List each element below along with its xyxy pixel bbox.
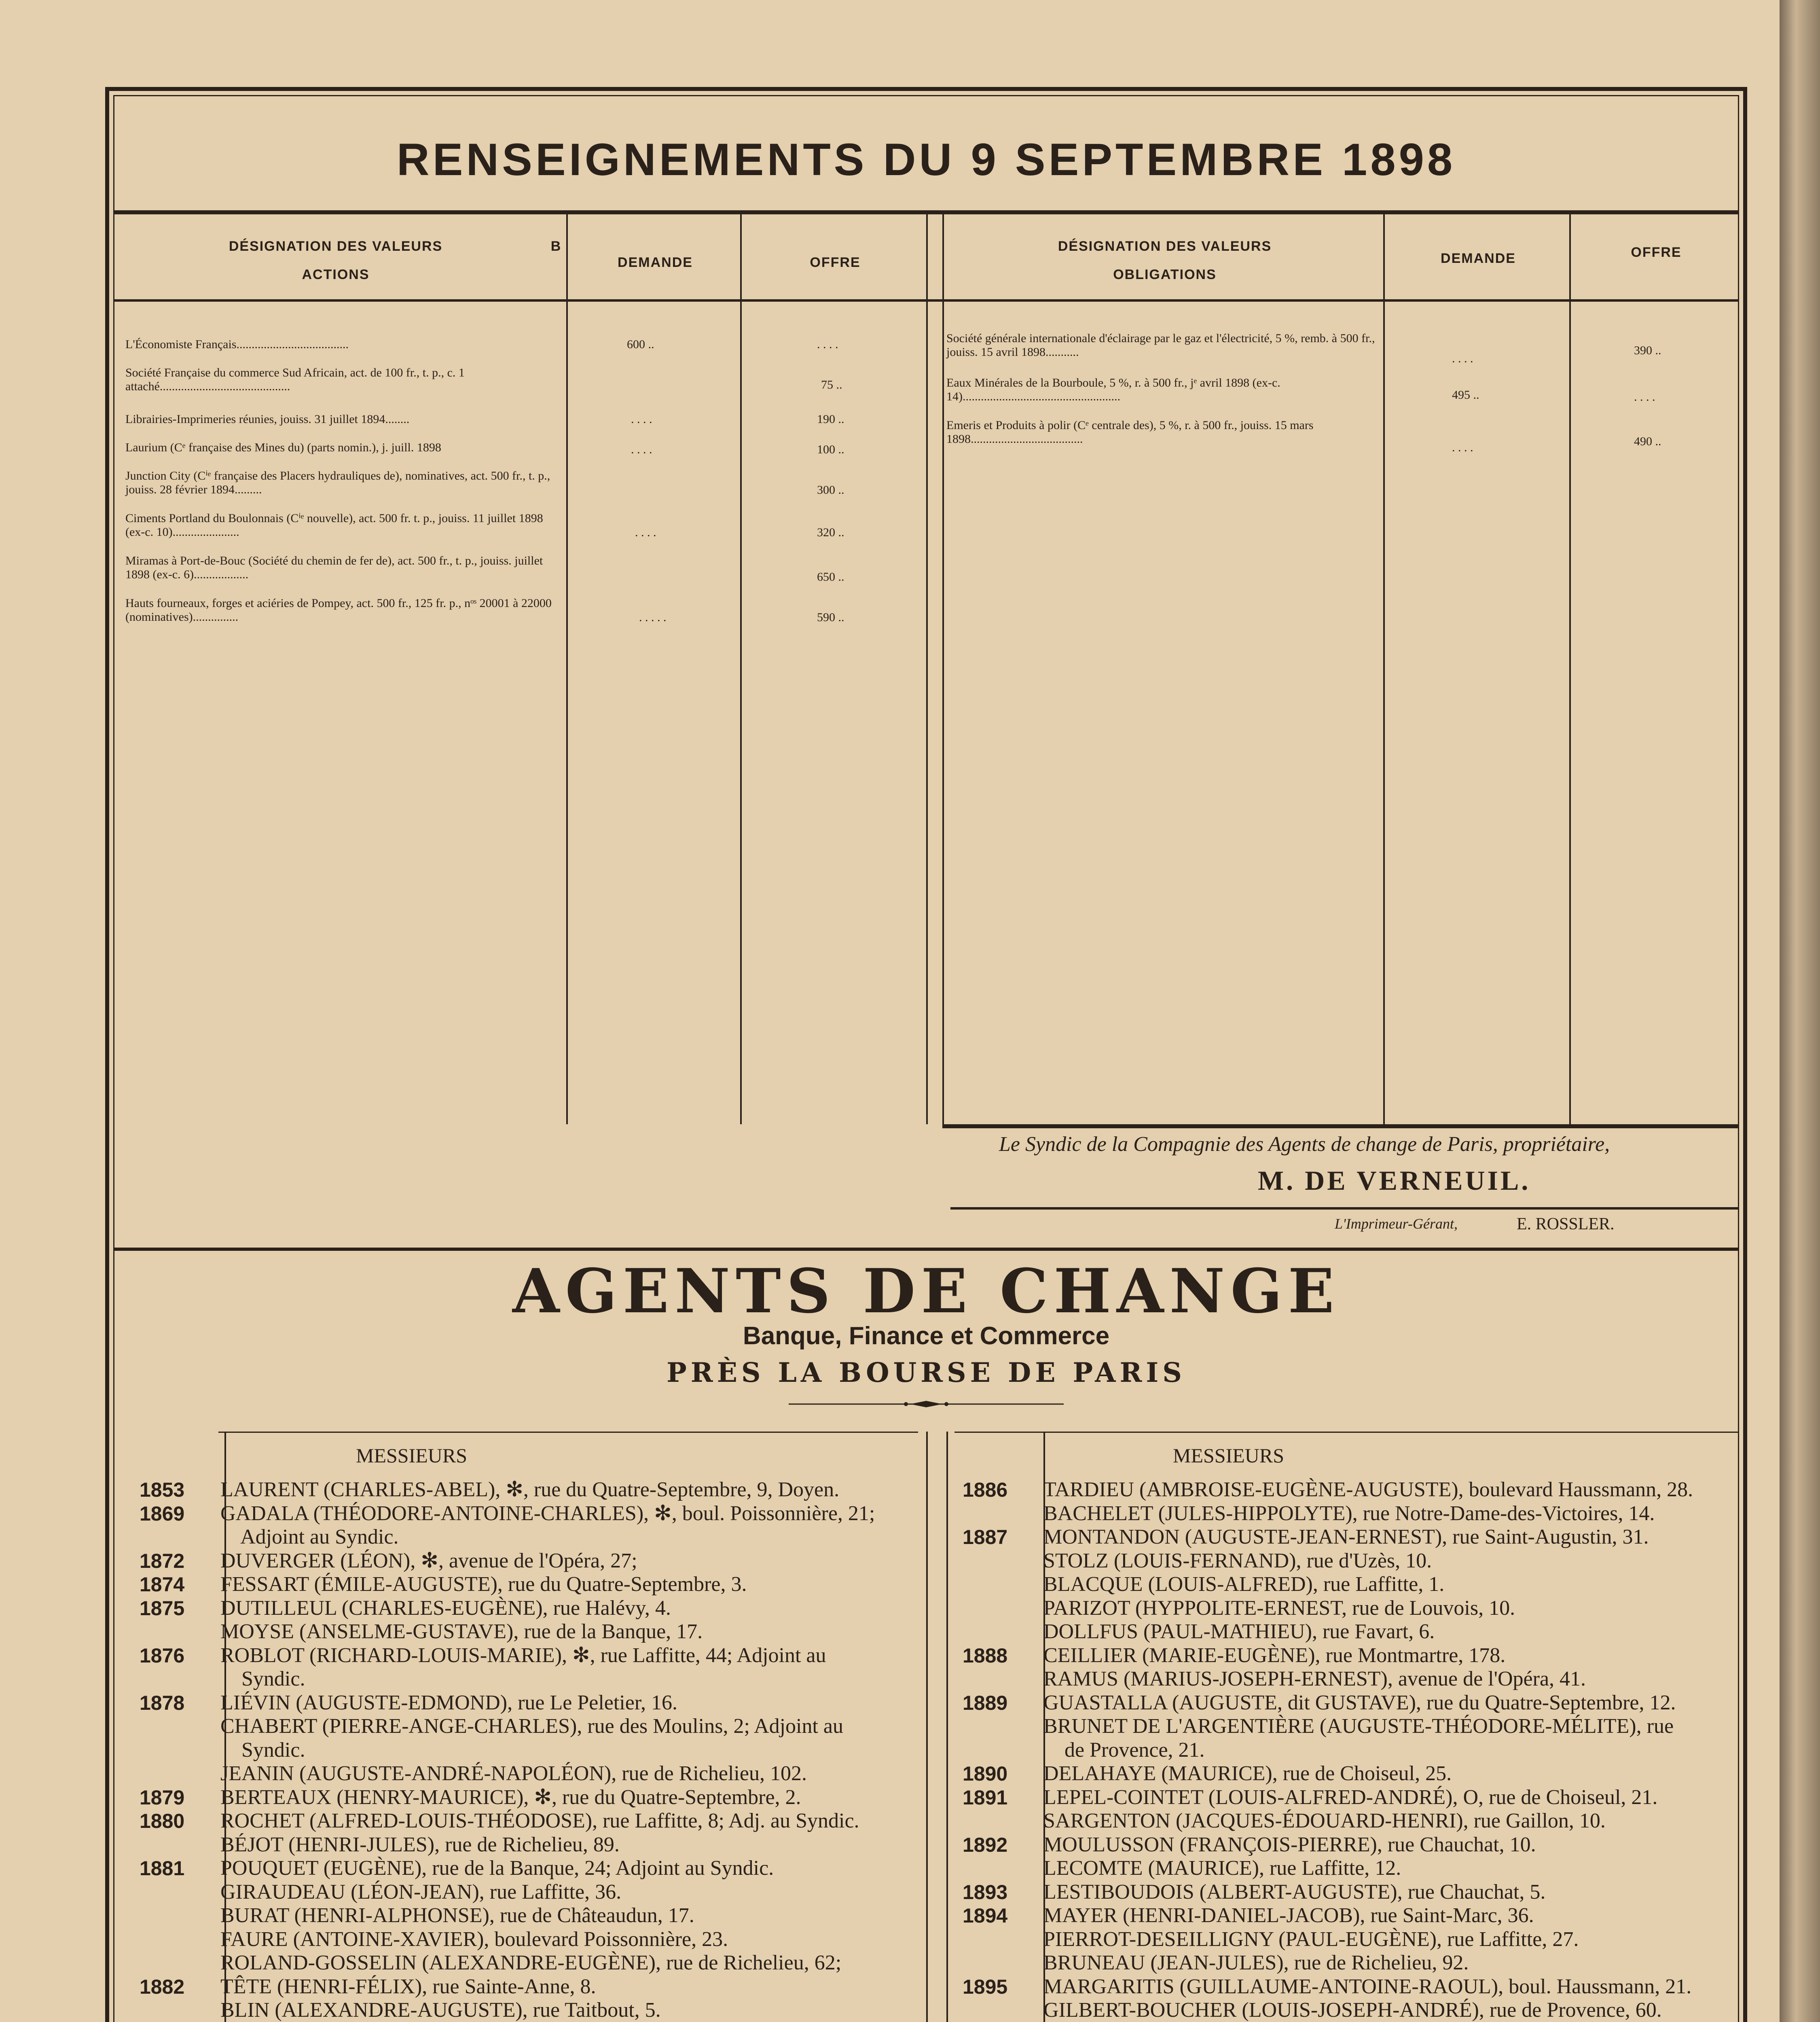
left-row-name: Hauts fourneaux, forges et aciéries de Pompey, act. 500 fr., 125 fr. p., nᵒˢ 20001 à 22000 (nominatives)............... [125,596,552,624]
agent-year: 1876 [140,1644,185,1667]
agent-text: MOULUSSON (FRANÇOIS-PIERRE), rue Chauchat, 10. [1043,1833,1536,1856]
agent-entry [963,1597,1763,1620]
agent-entry [963,1999,1763,2022]
agent-entry [140,1715,920,1739]
col-divider [1569,214,1571,1124]
agent-text: STOLZ (LOUIS-FERNAND), rue d'Uzès, 10. [1043,1549,1432,1572]
col-divider [740,214,742,1124]
left-row-demande: . . . . [635,526,656,539]
agent-year: 1881 [140,1857,185,1880]
agent-text: BÉJOT (HENRI-JULES), rue de Richelieu, 89. [220,1833,620,1856]
list-top-rule [954,1432,1739,1433]
agent-text: LECOMTE (MAURICE), rue Laffitte, 12. [1043,1857,1401,1880]
left-row-demande: . . . . [631,443,652,456]
agent-entry [963,1809,1763,1833]
agent-entry [140,1951,920,1975]
agent-text: GIRAUDEAU (LÉON-JEAN), rue Laffitte, 36. [220,1880,622,1904]
agent-text: PARIZOT (HYPPOLITE-ERNEST, rue de Louvois, 10. [1043,1596,1515,1620]
agent-text: SARGENTON (JACQUES-ÉDOUARD-HENRI), rue Gaillon, 10. [1043,1809,1606,1832]
agent-year: 1893 [963,1880,1008,1904]
agents-title: AGENTS DE CHANGE [512,1256,1340,1327]
agent-year: 1875 [140,1597,185,1620]
agent-entry [963,1833,1763,1857]
table-bottom-rule [942,1124,1739,1128]
agent-entry [140,1502,920,1526]
agent-text: CHABERT (PIERRE-ANGE-CHARLES), rue des Moulins, 2; Adjoint au [220,1715,843,1738]
agent-entry [963,1904,1763,1928]
right-row-offre: . . . . [1634,390,1655,404]
right-row-demande: 495 .. [1452,388,1479,402]
agent-text: BLIN (ALEXANDRE-AUGUSTE), rue Taitbout, 5. [220,1999,661,2022]
messieurs-left: MESSIEURS [356,1444,468,1467]
agent-text: PIERROT-DESEILLIGNY (PAUL-EUGÈNE), rue Laffitte, 27. [1043,1927,1579,1951]
agent-text: GILBERT-BOUCHER (LOUIS-JOSEPH-ANDRÉ), rue de Provence, 60. [1043,1999,1662,2022]
agent-entry [140,1525,920,1549]
printer-name: E. ROSSLER. [1517,1215,1615,1233]
agent-entry [963,1951,1763,1975]
agent-text: GADALA (THÉODORE-ANTOINE-CHARLES), ✻, boul. Poissonnière, 21; [220,1502,875,1525]
agent-entry [140,1999,920,2022]
agent-entry [140,1549,920,1573]
agent-entry [140,1809,920,1833]
agent-text: CEILLIER (MARIE-EUGÈNE), rue Montmartre, 178. [1043,1643,1506,1667]
agent-text: BRUNEAU (JEAN-JULES), rue de Richelieu, 92. [1043,1951,1469,1974]
agent-entry [140,1833,920,1857]
agent-entry [140,1667,920,1691]
left-row-name: Laurium (Cᵉ française des Mines du) (parts nomin.), j. juill. 1898 [125,441,441,454]
right-row-offre: 390 .. [1634,344,1661,357]
agent-entry [963,1502,1763,1526]
signature-rule [950,1207,1739,1210]
agents-subtitle-2: PRÈS LA BOURSE DE PARIS [667,1357,1186,1388]
right-row-demande: . . . . [1452,441,1473,454]
agent-entry [140,1904,920,1928]
left-row-offre: 100 .. [817,443,844,456]
agent-entry [963,1928,1763,1952]
left-row-name: L'Économiste Français..................................... [125,338,349,351]
agent-entry [963,1478,1763,1502]
syndic-name: M. DE VERNEUIL. [1258,1165,1531,1196]
left-row-demande: . . . . . [639,611,667,624]
agent-text: ROLAND-GOSSELIN (ALEXANDRE-EUGÈNE), rue de Richelieu, 62; [220,1951,842,1974]
agent-text: POUQUET (EUGÈNE), rue de la Banque, 24; Adjoint au Syndic. [220,1857,774,1880]
agent-year: 1879 [140,1786,185,1809]
ornament-rule [789,1400,1064,1408]
agent-entry [963,1525,1763,1549]
agent-text: LIÉVIN (AUGUSTE-EDMOND), rue Le Peletier, 16. [220,1691,678,1714]
agent-text: MOYSE (ANSELME-GUSTAVE), rue de la Banque, 17. [220,1620,703,1643]
agent-year: 1886 [963,1478,1008,1501]
agent-entry [963,1549,1763,1573]
agent-text: MONTANDON (AUGUSTE-JEAN-ERNEST), rue Saint-Augustin, 31. [1043,1525,1649,1548]
agent-text: FESSART (ÉMILE-AUGUSTE), rue du Quatre-Septembre, 3. [220,1573,747,1596]
right-row-demande: . . . . [1452,352,1473,365]
agent-entry [140,1573,920,1597]
list-divider [926,1432,928,2022]
agent-text: Syndic. [220,1738,305,1762]
agent-entry [140,1644,920,1668]
left-row-name: Librairies-Imprimeries réunies, jouiss. 31 juillet 1894........ [125,412,410,426]
agent-text: DUTILLEUL (CHARLES-EUGÈNE), rue Halévy, 4. [220,1596,671,1620]
agents-subtitle: Banque, Finance et Commerce [743,1322,1110,1350]
col-divider [926,214,928,1124]
agent-entry [963,1691,1763,1715]
agent-text: DELAHAYE (MAURICE), rue de Choiseul, 25. [1043,1762,1452,1785]
agent-entry [963,1975,1763,1999]
agent-text: MARGARITIS (GUILLAUME-ANTOINE-RAOUL), boul. Haussmann, 21. [1043,1975,1692,1998]
agent-year: 1878 [140,1691,185,1714]
col-divider [942,214,944,1124]
left-row-offre: 300 .. [817,483,844,497]
printer-label: L'Imprimeur-Gérant, [1335,1216,1458,1232]
right-row-offre: 490 .. [1634,435,1661,448]
agent-text: TARDIEU (AMBROISE-EUGÈNE-AUGUSTE), boulevard Haussmann, 28. [1043,1478,1693,1501]
left-row-offre: 590 .. [817,611,844,624]
left-header-demande: DEMANDE [618,255,693,270]
syndic-line: Le Syndic de la Compagnie des Agents de change de Paris, propriétaire, [999,1133,1610,1156]
agent-entry [963,1880,1763,1904]
agent-entry [140,1928,920,1952]
agent-entry [140,1975,920,1999]
left-row-demande: . . . . [631,412,652,426]
agent-text: Adjoint au Syndic. [220,1525,399,1548]
agent-text: BURAT (HENRI-ALPHONSE), rue de Châteaudun, 17. [220,1904,694,1927]
agent-entry [140,1786,920,1810]
agent-text: BACHELET (JULES-HIPPOLYTE), rue Notre-Dame-des-Victoires, 14. [1043,1502,1655,1525]
agent-text: JEANIN (AUGUSTE-ANDRÉ-NAPOLÉON), rue de Richelieu, 102. [220,1762,807,1785]
agent-year: 1853 [140,1478,185,1501]
left-row-name: Junction City (Cⁱᵉ française des Placers hydrauliques de), nominatives, act. 500 fr., t. p., jouiss. 28 février 1894......... [125,469,550,496]
agent-year: 1874 [140,1573,185,1596]
agent-entry [140,1597,920,1620]
agents-list-right [963,1478,1763,2022]
agent-year: 1892 [963,1833,1008,1856]
right-row-name: Société générale internationale d'éclairage par le gaz et l'électricité, 5 %, remb. à 500 fr., jouiss. 15 avril 1898........... [946,332,1375,359]
agent-entry [140,1739,920,1762]
left-row-name: Miramas à Port-de-Bouc (Société du chemin de fer de), act. 500 fr., t. p., jouiss. juillet 1898 (ex-c. 6).................. [125,554,543,581]
col-divider [566,214,568,1124]
left-header-b: B [550,239,562,254]
agent-year: 1895 [963,1975,1008,1998]
agent-year: 1888 [963,1644,1008,1667]
agent-entry [963,1667,1763,1691]
right-row-name: Eaux Minérales de la Bourboule, 5 %, r. à 500 fr., jᵉ avril 1898 (ex-c. 14).................................................... [946,376,1280,403]
agent-entry [963,1786,1763,1810]
list-top-rule [218,1432,918,1433]
left-row-offre: 320 .. [817,526,844,539]
agent-text: GUASTALLA (AUGUSTE, dit GUSTAVE), rue du Quatre-Septembre, 12. [1043,1691,1676,1714]
agent-entry [963,1762,1763,1786]
left-row-name: Société Française du commerce Sud Africain, act. de 100 fr., t. p., c. 1 attaché........................................... [125,366,465,393]
agent-entry [963,1739,1763,1762]
agent-entry [140,1880,920,1904]
agent-text: ROBLOT (RICHARD-LOUIS-MARIE), ✻, rue Laffitte, 44; Adjoint au [220,1643,826,1667]
agent-entry [140,1857,920,1880]
agent-entry [963,1620,1763,1644]
agent-entry [140,1620,920,1644]
left-header-offre: OFFRE [810,255,861,270]
agent-text: MAYER (HENRI-DANIEL-JACOB), rue Saint-Marc, 36. [1043,1904,1534,1927]
right-header-designation: DÉSIGNATION DES VALEURS [1058,239,1272,254]
left-row-name: Ciments Portland du Boulonnais (Cⁱᵉ nouvelle), act. 500 fr. t. p., jouiss. 11 juillet 1898 (ex-c. 10)...................... [125,512,543,539]
agent-text: Syndic. [220,1667,305,1690]
agent-entry [140,1691,920,1715]
agent-year: 1887 [963,1526,1008,1548]
agent-text: BERTEAUX (HENRY-MAURICE), ✻, rue du Quatre-Septembre, 2. [220,1785,801,1809]
right-header-obligations: OBLIGATIONS [1113,267,1217,282]
left-row-demande: 600 .. [627,338,654,351]
left-row-offre: . . . . [817,338,838,351]
agent-text: ROCHET (ALFRED-LOUIS-THÉODOSE), rue Laffitte, 8; Adj. au Syndic. [220,1809,859,1832]
agent-entry [963,1573,1763,1597]
left-row-offre: 75 .. [821,378,842,391]
agent-entry [963,1715,1763,1739]
agent-text: DOLLFUS (PAUL-MATHIEU), rue Favart, 6. [1043,1620,1435,1643]
agent-text: TÊTE (HENRI-FÉLIX), rue Sainte-Anne, 8. [220,1975,596,1998]
agent-year: 1869 [140,1502,185,1525]
section-rule [113,1248,1739,1251]
agent-year: 1872 [140,1549,185,1572]
agent-text: BRUNET DE L'ARGENTIÈRE (AUGUSTE-THÉODORE-MÉLITE), rue [1043,1715,1674,1738]
agent-entry [963,1644,1763,1668]
agent-text: LESTIBOUDOIS (ALBERT-AUGUSTE), rue Chauchat, 5. [1043,1880,1546,1904]
agent-entry [963,1857,1763,1880]
agent-entry [140,1762,920,1786]
right-header-offre: OFFRE [1631,245,1682,260]
agent-text: FAURE (ANTOINE-XAVIER), boulevard Poissonnière, 23. [220,1927,728,1951]
agent-year: 1894 [963,1904,1008,1927]
agent-year: 1890 [963,1762,1008,1785]
list-divider [946,1432,948,2022]
adjacent-page-edge [1780,0,1820,2022]
agent-text: DUVERGER (LÉON), ✻, avenue de l'Opéra, 27; [220,1549,637,1572]
agent-entry [140,1478,920,1502]
table-top-rule [113,210,1739,214]
agent-year: 1882 [140,1975,185,1998]
left-header-actions: ACTIONS [302,267,370,282]
agents-list-left [140,1478,920,2022]
agent-text: LAURENT (CHARLES-ABEL), ✻, rue du Quatre-Septembre, 9, Doyen. [220,1478,840,1501]
right-header-demande: DEMANDE [1441,251,1516,266]
agent-text: BLACQUE (LOUIS-ALFRED), rue Laffitte, 1. [1043,1573,1445,1596]
page-title: RENSEIGNEMENTS DU 9 SEPTEMBRE 1898 [396,134,1456,185]
agent-year: 1891 [963,1786,1008,1809]
left-header-designation: DÉSIGNATION DES VALEURS [229,239,443,254]
messieurs-right: MESSIEURS [1173,1444,1285,1467]
agent-text: RAMUS (MARIUS-JOSEPH-ERNEST), avenue de l'Opéra, 41. [1043,1667,1586,1690]
agent-year: 1889 [963,1691,1008,1714]
left-row-offre: 650 .. [817,570,844,584]
agent-year: 1880 [140,1810,185,1832]
left-row-offre: 190 .. [817,412,844,426]
right-row-name: Emeris et Produits à polir (Cᵉ centrale des), 5 %, r. à 500 fr., jouiss. 15 mars 1898..................................... [946,419,1314,446]
agent-text: de Provence, 21. [1043,1738,1205,1762]
agent-text: LEPEL-COINTET (LOUIS-ALFRED-ANDRÉ), O, rue de Choiseul, 21. [1043,1785,1658,1809]
col-divider [1383,214,1385,1124]
